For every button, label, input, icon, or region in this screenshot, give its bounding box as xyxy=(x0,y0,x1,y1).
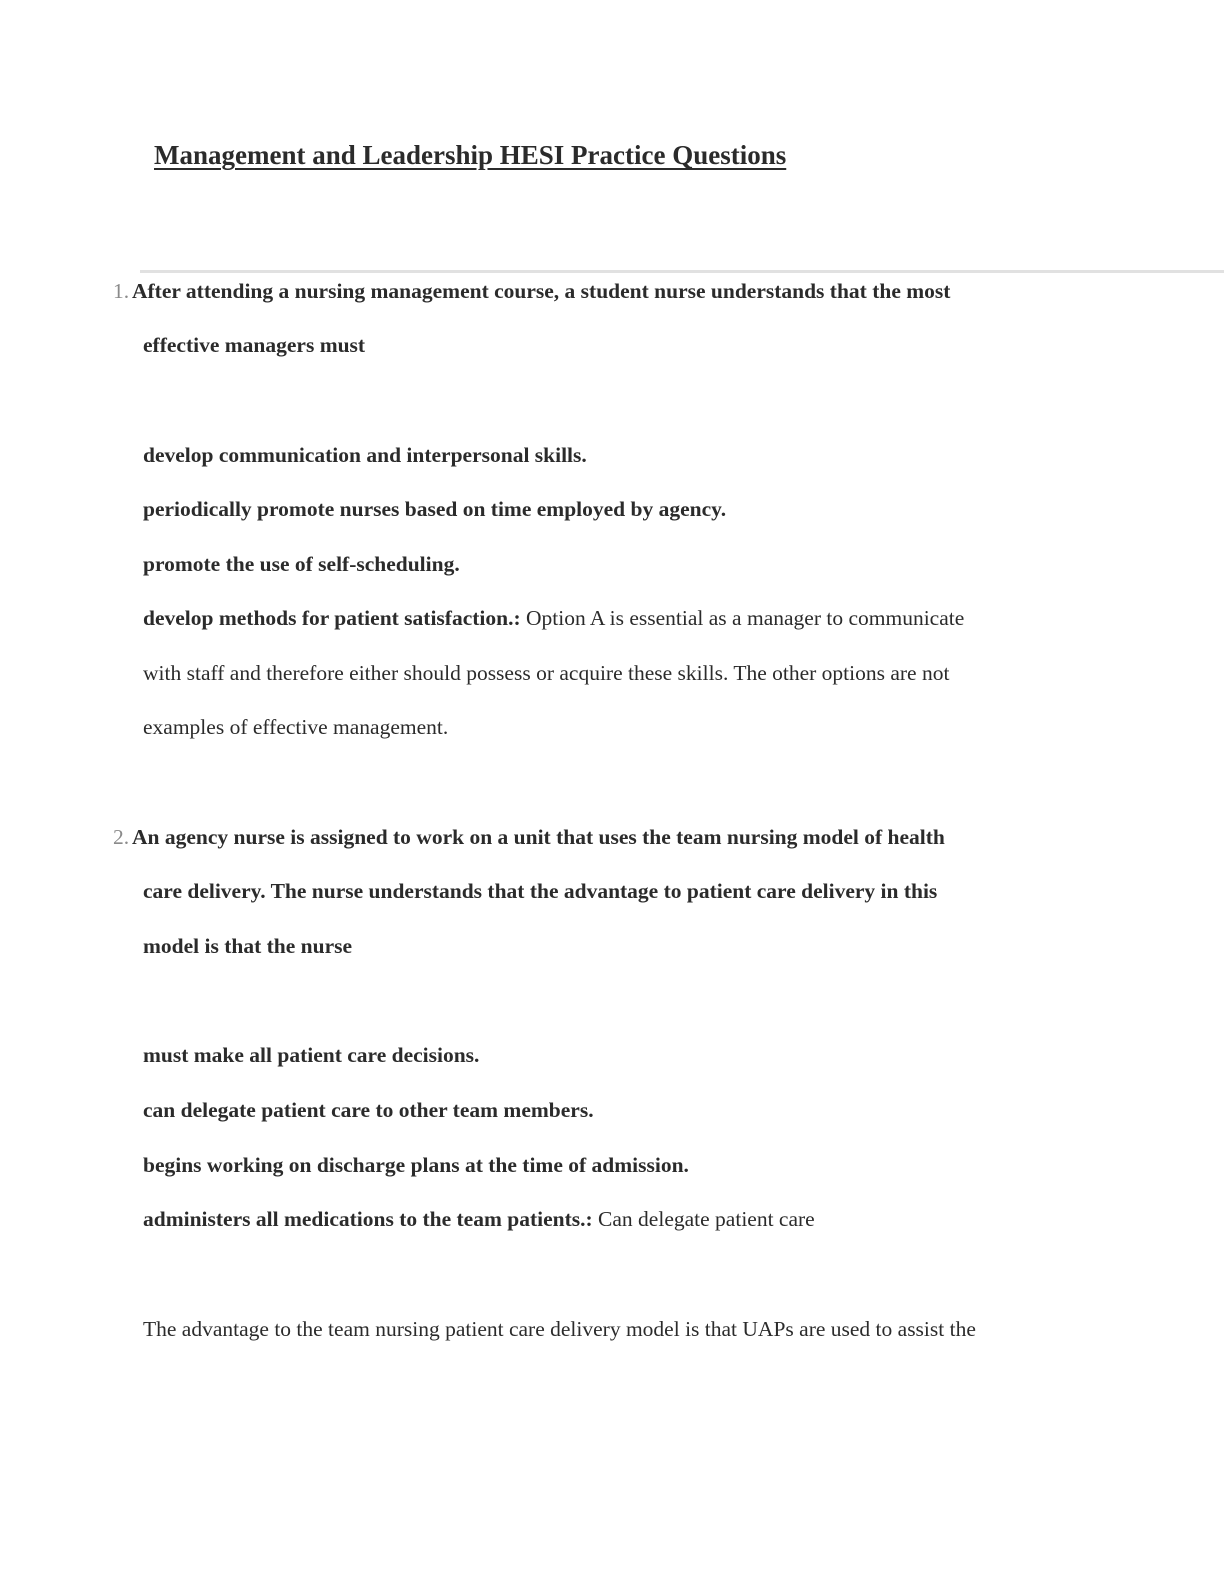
rationale-text: with staff and therefore either should possess or acquire these skills. The other options are not xyxy=(143,661,950,685)
page-title: Management and Leadership HESI Practice Questions xyxy=(154,140,787,170)
rationale-text: examples of effective management. xyxy=(143,715,449,739)
question-stem: effective managers must xyxy=(143,333,366,357)
answer-option-with-rationale xyxy=(143,1205,815,1233)
question-number: 2. xyxy=(113,825,130,849)
section-divider xyxy=(140,270,1224,273)
answer-option: can delegate patient care to other team members. xyxy=(143,1098,594,1122)
answer-option: develop communication and interpersonal skills. xyxy=(143,443,587,467)
question-stem: An agency nurse is assigned to work on a unit that uses the team nursing model of health xyxy=(132,825,945,849)
question-number: 1. xyxy=(113,279,130,303)
question-stem: After attending a nursing management course, a student nurse understands that the most xyxy=(132,279,951,303)
answer-option: periodically promote nurses based on time employed by agency. xyxy=(143,497,727,521)
question-stem: model is that the nurse xyxy=(143,934,353,958)
answer-option: promote the use of self-scheduling. xyxy=(143,552,460,576)
rationale-text: Option A is essential as a manager to communicate xyxy=(526,606,965,630)
question-stem: care delivery. The nurse understands that the advantage to patient care delivery in this xyxy=(143,879,938,903)
answer-option: begins working on discharge plans at the time of admission. xyxy=(143,1153,689,1177)
answer-option-with-rationale xyxy=(143,604,964,632)
rationale-text: The advantage to the team nursing patient care delivery model is that UAPs are used to assist the xyxy=(143,1317,976,1341)
rationale-text: Can delegate patient care xyxy=(598,1207,815,1231)
answer-option: must make all patient care decisions. xyxy=(143,1043,480,1067)
answer-option: administers all medications to the team patients.: xyxy=(143,1207,593,1231)
answer-option: develop methods for patient satisfaction.: xyxy=(143,606,521,630)
